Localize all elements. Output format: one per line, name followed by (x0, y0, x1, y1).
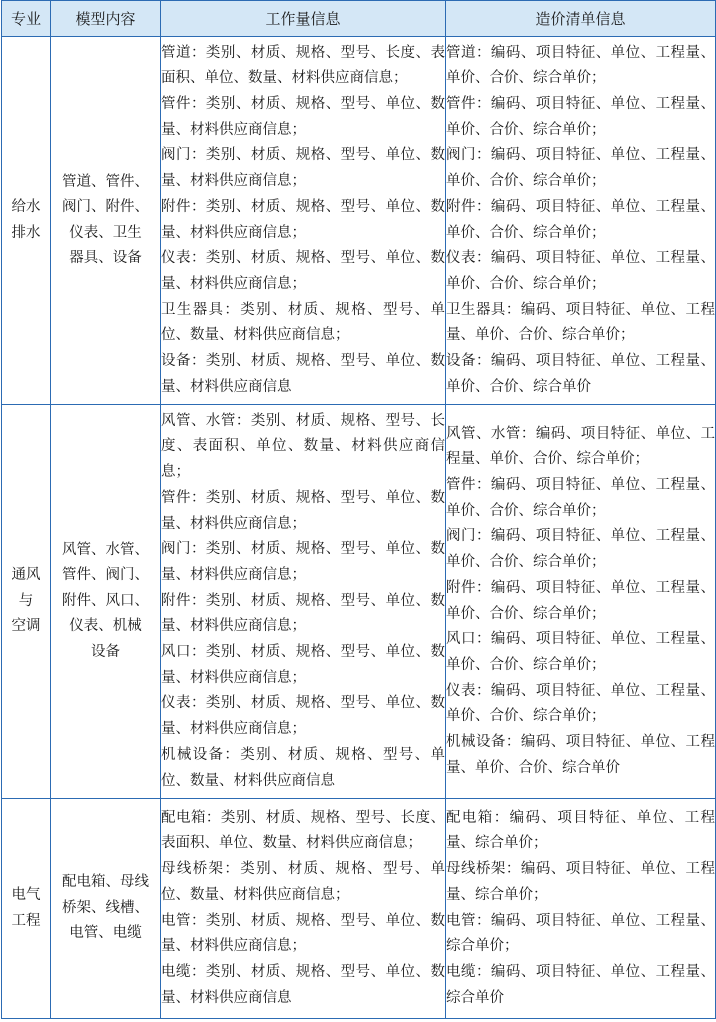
workload-item: 附件：类别、材质、规格、型号、单位、数量、材料供应商信息； (161, 592, 445, 635)
workload-item: 阀门：类别、材质、规格、型号、单位、数量、材料供应商信息； (161, 147, 445, 190)
workload-item: 机械设备：类别、材质、规格、型号、单位、数量、材料供应商信息 (161, 746, 445, 789)
header-row (2, 1, 716, 37)
cost-item: 仪表：编码、项目特征、单位、工程量、单价、合价、综合单价； (446, 250, 715, 292)
cost-list-info-cell (446, 799, 716, 1019)
cost-item: 附件：编码、项目特征、单位、工程量、单价、合价、综合单价； (446, 198, 715, 241)
major-label: 给水 排水 (11, 199, 41, 241)
header-model-content: 模型内容 (51, 1, 161, 37)
cost-item: 阀门：编码、项目特征、单位、工程量、单价、合价、综合单价； (446, 528, 715, 571)
major-cell (2, 37, 51, 405)
workload-item: 仪表：类别、材质、规格、型号、单位、数量、材料供应商信息； (161, 250, 445, 292)
workload-info-cell (161, 799, 446, 1019)
major-cell (2, 405, 51, 799)
workload-item: 附件：类别、材质、规格、型号、单位、数量、材料供应商信息； (161, 198, 445, 241)
cost-item: 机械设备：编码、项目特征、单位、工程量、单价、合价、综合单价 (446, 734, 715, 776)
workload-item: 配电箱：类别、材质、规格、型号、长度、表面积、单位、数量、材料供应商信息； (161, 809, 445, 852)
workload-item: 仪表：类别、材质、规格、型号、单位、数量、材料供应商信息； (161, 695, 445, 738)
cost-item: 卫生器具：编码、项目特征、单位、工程量、单价、合价、综合单价； (446, 301, 715, 344)
cost-item: 管道：编码、项目特征、单位、工程量、单价、合价、综合单价； (446, 44, 715, 87)
workload-item: 母线桥架：类别、材质、规格、型号、单位、数量、材料供应商信息； (161, 861, 445, 903)
header-cost-list-info: 造价清单信息 (446, 1, 716, 37)
model-content-cell (51, 405, 161, 799)
header-major: 专业 (2, 1, 51, 37)
cost-item: 仪表：编码、项目特征、单位、工程量、单价、合价、综合单价； (446, 682, 715, 725)
workload-item: 管件：类别、材质、规格、型号、单位、数量、材料供应商信息； (161, 95, 445, 138)
cost-item: 设备：编码、项目特征、单位、工程量、单价、合价、综合单价 (446, 353, 715, 395)
cost-item: 附件：编码、项目特征、单位、工程量、单价、合价、综合单价； (446, 579, 715, 622)
workload-item: 管件：类别、材质、规格、型号、单位、数量、材料供应商信息； (161, 489, 445, 532)
cost-item: 电缆：编码、项目特征、单位、工程量、综合单价 (446, 963, 715, 1006)
cost-item: 配电箱：编码、项目特征、单位、工程量、综合单价； (446, 809, 715, 852)
workload-item: 卫生器具：类别、材质、规格、型号、单位、数量、材料供应商信息； (161, 301, 445, 344)
table-row-electrical (2, 799, 716, 1019)
cost-item: 阀门：编码、项目特征、单位、工程量、单价、合价、综合单价； (446, 147, 715, 190)
cost-item: 管件：编码、项目特征、单位、工程量、单价、合价、综合单价； (446, 95, 715, 138)
model-content-text: 风管、水管、 管件、阀门、 附件、风口、 仪表、机械 设备 (62, 541, 149, 660)
cost-item: 风口：编码、项目特征、单位、工程量、单价、合价、综合单价； (446, 631, 715, 673)
cost-list-info-cell (446, 405, 716, 799)
table-row-hvac (2, 405, 716, 799)
workload-item: 管道：类别、材质、规格、型号、长度、表面积、单位、数量、材料供应商信息； (161, 44, 445, 87)
header-workload-info: 工作量信息 (161, 1, 446, 37)
cost-item: 风管、水管：编码、项目特征、单位、工程量、单价、合价、综合单价； (446, 425, 715, 468)
major-cell (2, 799, 51, 1019)
workload-info-cell (161, 37, 446, 405)
workload-item: 风口：类别、材质、规格、型号、单位、数量、材料供应商信息； (161, 644, 445, 686)
table-row-water-supply-drainage (2, 37, 716, 405)
major-label: 通风 与 空调 (11, 567, 41, 635)
model-content-cell (51, 37, 161, 405)
bim-info-table (1, 0, 716, 1019)
major-label: 电气 工程 (11, 887, 41, 929)
workload-item: 设备：类别、材质、规格、型号、单位、数量、材料供应商信息 (161, 353, 445, 395)
cost-item: 管件：编码、项目特征、单位、工程量、单价、合价、综合单价； (446, 476, 715, 519)
workload-item: 电管：类别、材质、规格、型号、单位、数量、材料供应商信息； (161, 912, 445, 955)
cost-list-info-cell (446, 37, 716, 405)
workload-info-cell (161, 405, 446, 799)
workload-item: 阀门：类别、材质、规格、型号、单位、数量、材料供应商信息； (161, 541, 445, 583)
model-content-text: 配电箱、母线 桥架、线槽、 电管、电缆 (62, 874, 149, 942)
cost-item: 母线桥架：编码、项目特征、单位、工程量、综合单价； (446, 861, 715, 903)
model-content-text: 管道、管件、 阀门、附件、 仪表、卫生 器具、设备 (62, 173, 149, 266)
model-content-cell (51, 799, 161, 1019)
workload-item: 风管、水管：类别、材质、规格、型号、长度、表面积、单位、数量、材料供应商信息； (161, 412, 445, 481)
workload-item: 电缆：类别、材质、规格、型号、单位、数量、材料供应商信息 (161, 963, 445, 1006)
cost-item: 电管：编码、项目特征、单位、工程量、综合单价； (446, 912, 715, 955)
